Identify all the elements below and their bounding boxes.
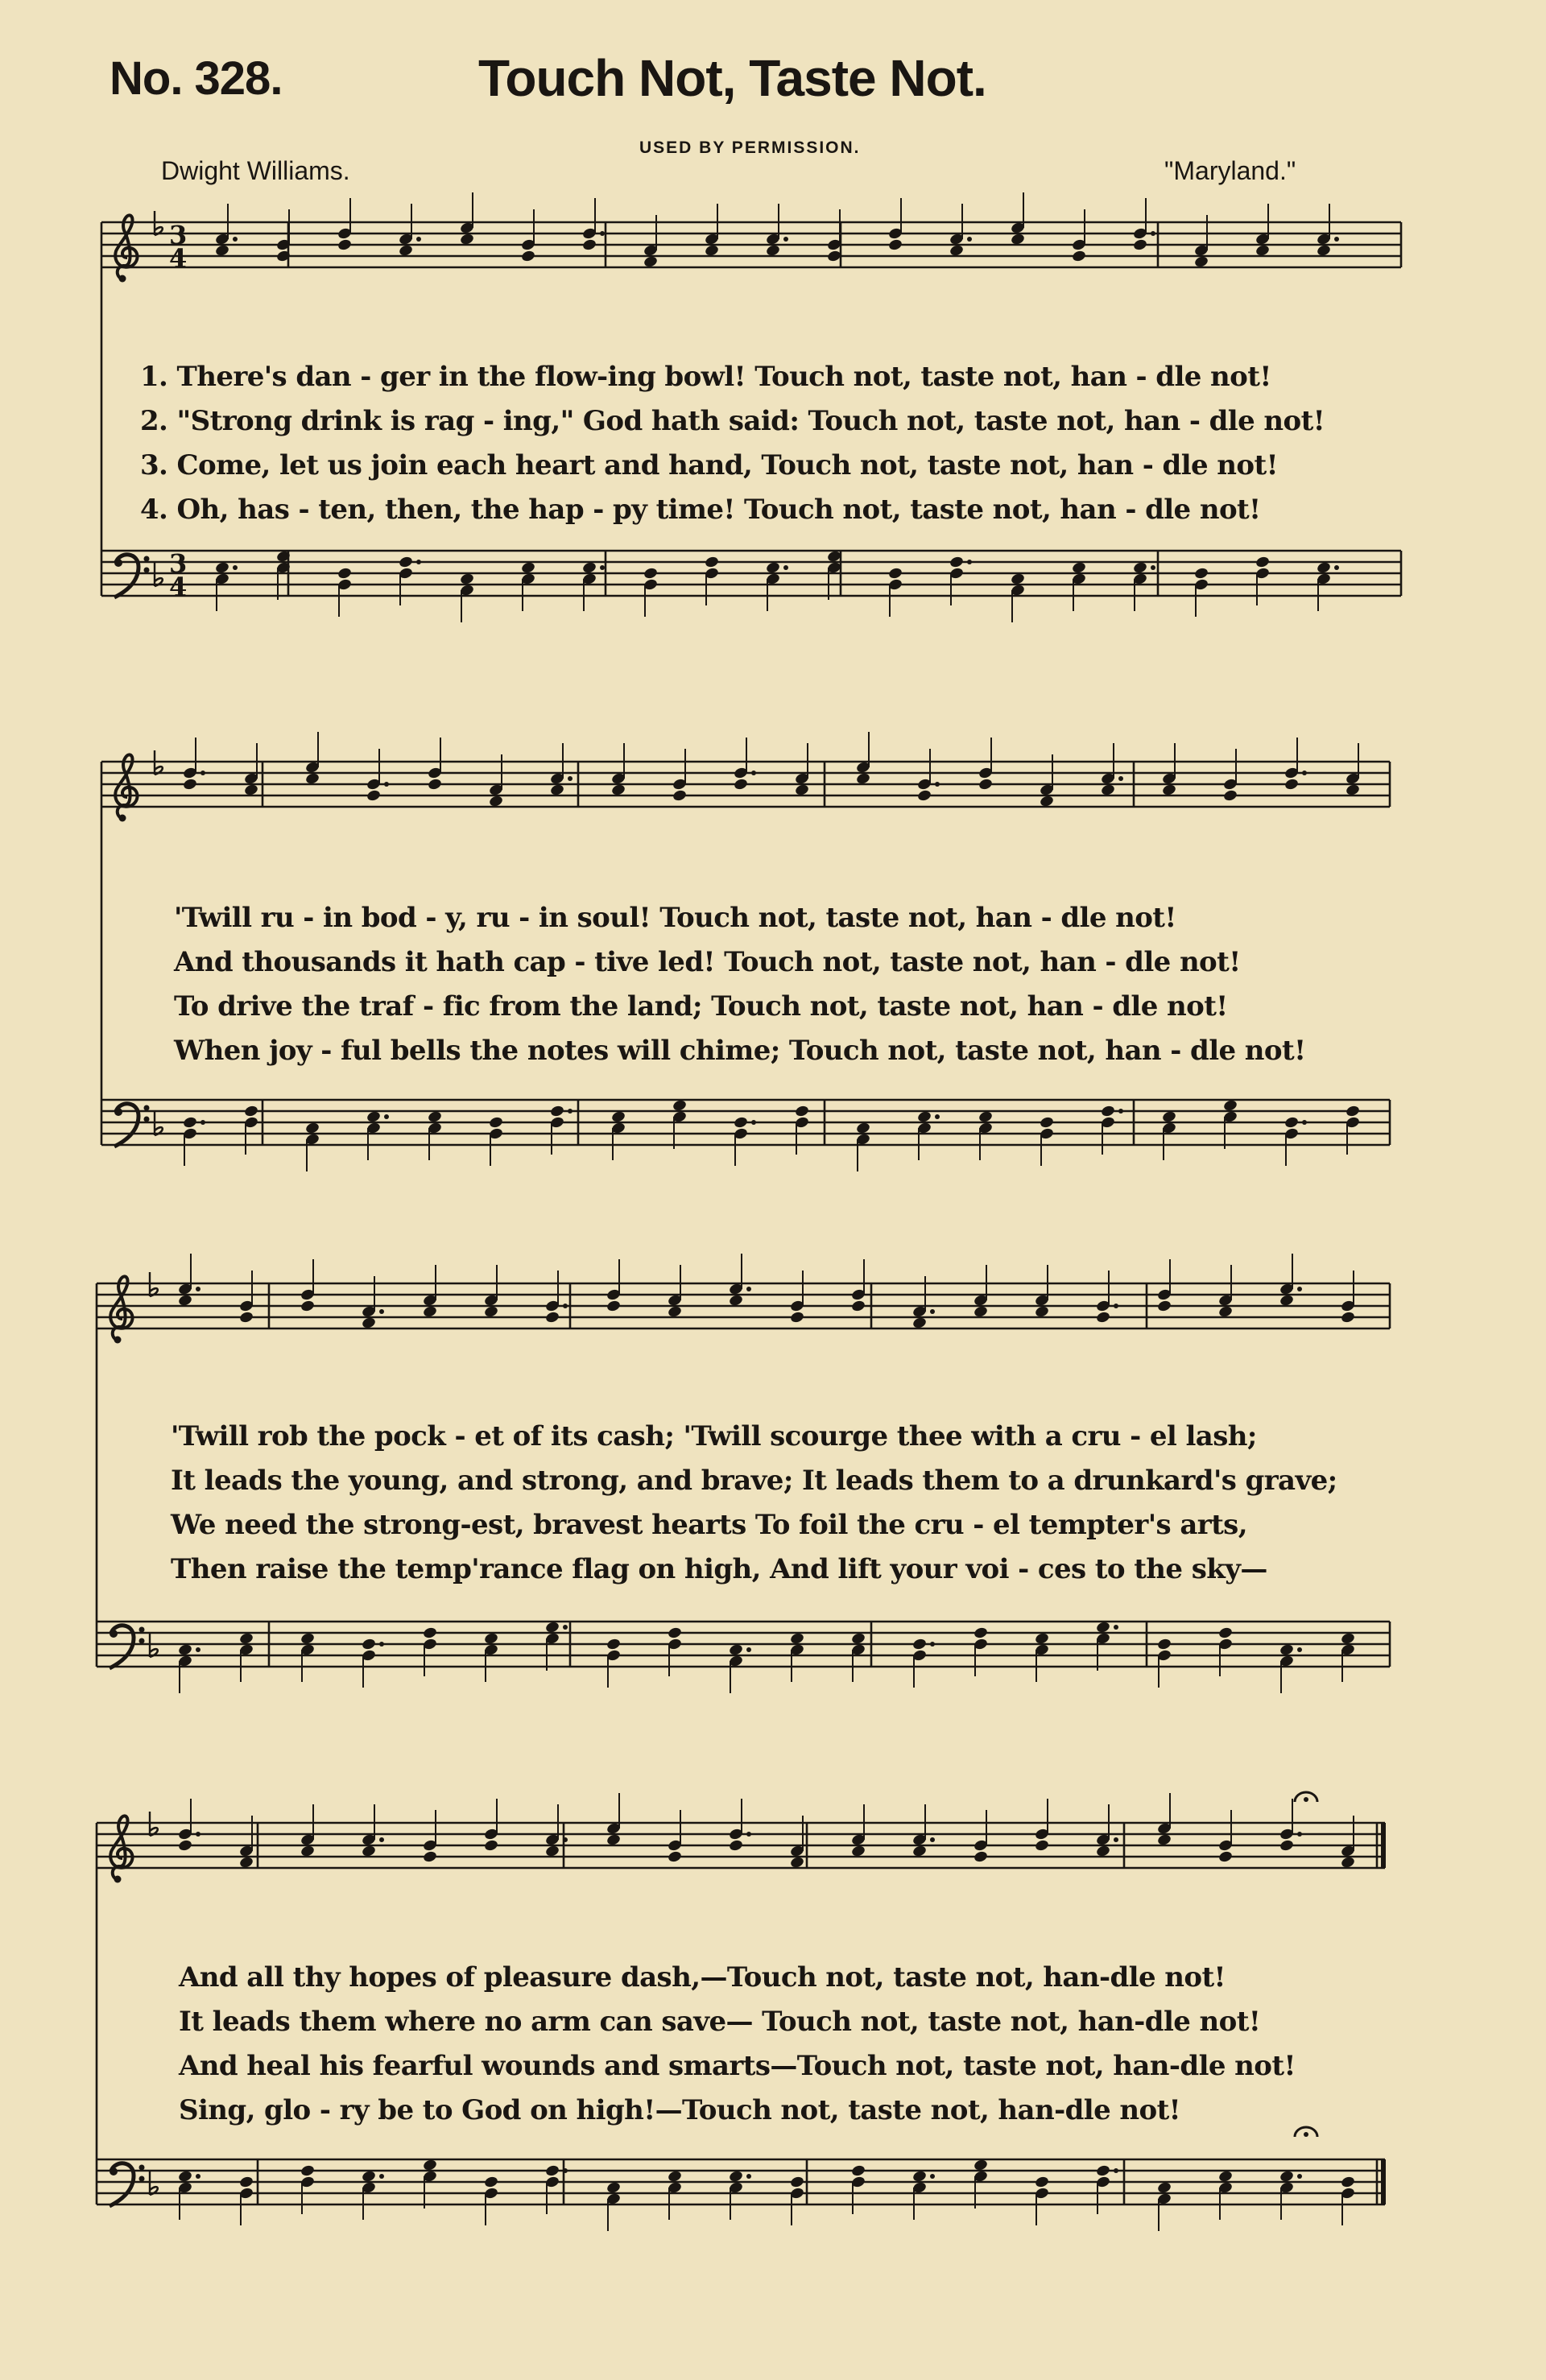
bass-notes — [177, 2159, 1355, 2231]
final-barline-thick — [1381, 2159, 1386, 2204]
lyric-line: When joy - ful bells the notes will chime; Touch not, taste not, han - dle not! — [174, 1035, 1306, 1067]
lyric-line: 3. Come, let us join each heart and hand, Touch not, taste not, han - dle not! — [140, 449, 1278, 481]
bass-staff — [97, 2159, 1385, 2204]
bass-clef-icon — [110, 1626, 145, 1668]
lyricist-credit: Dwight Williams. — [161, 156, 350, 185]
bass-notes — [182, 1099, 1360, 1171]
bass-notes — [214, 550, 1339, 622]
treble-clef-icon — [110, 1816, 132, 1882]
lyric-line: 4. Oh, has - ten, then, the hap - py time! Touch not, taste not, han - dle not! — [140, 494, 1261, 526]
lyric-line: To drive the traf - fic from the land; Touch not, taste not, han - dle not! — [174, 990, 1228, 1023]
lyric-line: And thousands it hath cap - tive led! Touch not, taste not, han - dle not! — [174, 946, 1241, 978]
fermata-icon — [1295, 1792, 1317, 1802]
lyric-line: We need the strong-est, bravest hearts To foil the cru - el tempter's arts, — [171, 1509, 1247, 1541]
bass-clef-icon — [114, 555, 150, 597]
svg-text:3: 3 — [169, 220, 188, 250]
permission-note: USED BY PERMISSION. — [639, 138, 861, 157]
tune-name: "Maryland." — [1164, 156, 1296, 185]
svg-text:4: 4 — [169, 243, 188, 274]
bass-clef-icon — [114, 1104, 150, 1147]
treble-clef-icon — [110, 1276, 132, 1343]
time-signature — [169, 548, 187, 602]
lyric-line: It leads them where no arm can save— Touch not, taste not, han-dle not! — [179, 2006, 1261, 2038]
hymn-number: No. 328. — [110, 52, 283, 105]
lyric-line: 'Twill rob the pock - et of its cash; 'Twill scourge thee with a cru - el lash; — [171, 1420, 1257, 1452]
bass-clef-icon — [110, 2163, 145, 2206]
lyric-line: 1. There's dan - ger in the flow-ing bowl! Touch not, taste not, han - dle not! — [140, 361, 1271, 393]
treble-staff — [97, 1283, 1390, 1328]
svg-text:4: 4 — [169, 572, 188, 602]
hymn-title: Touch Not, Taste Not. — [478, 49, 986, 107]
lyric-line: Then raise the temp'rance flag on high, And lift your voi - ces to the sky— — [171, 1553, 1267, 1585]
treble-clef-icon — [115, 754, 137, 821]
lyric-line: Sing, glo - ry be to God on high!—Touch not, taste not, han-dle not! — [179, 2094, 1180, 2126]
treble-clef-icon — [115, 215, 137, 282]
time-signature — [169, 220, 187, 274]
final-barline-thick — [1381, 1823, 1386, 1868]
bass-notes — [177, 1621, 1355, 1693]
lyric-line: It leads the young, and strong, and brave; It leads them to a drunkard's grave; — [171, 1465, 1337, 1497]
fermata-icon — [1295, 2127, 1317, 2137]
lyric-line: And heal his fearful wounds and smarts—Touch not, taste not, han-dle not! — [179, 2050, 1296, 2082]
bass-staff — [97, 1622, 1390, 1667]
lyric-line: And all thy hopes of pleasure dash,—Touch not, taste not, han-dle not! — [179, 1961, 1226, 1994]
lyric-line: 'Twill ru - in bod - y, ru - in soul! Touch not, taste not, han - dle not! — [174, 902, 1176, 934]
lyric-line: 2. "Strong drink is rag - ing," God hath said: Touch not, taste not, han - dle not! — [140, 405, 1325, 437]
svg-text:3: 3 — [169, 548, 188, 579]
